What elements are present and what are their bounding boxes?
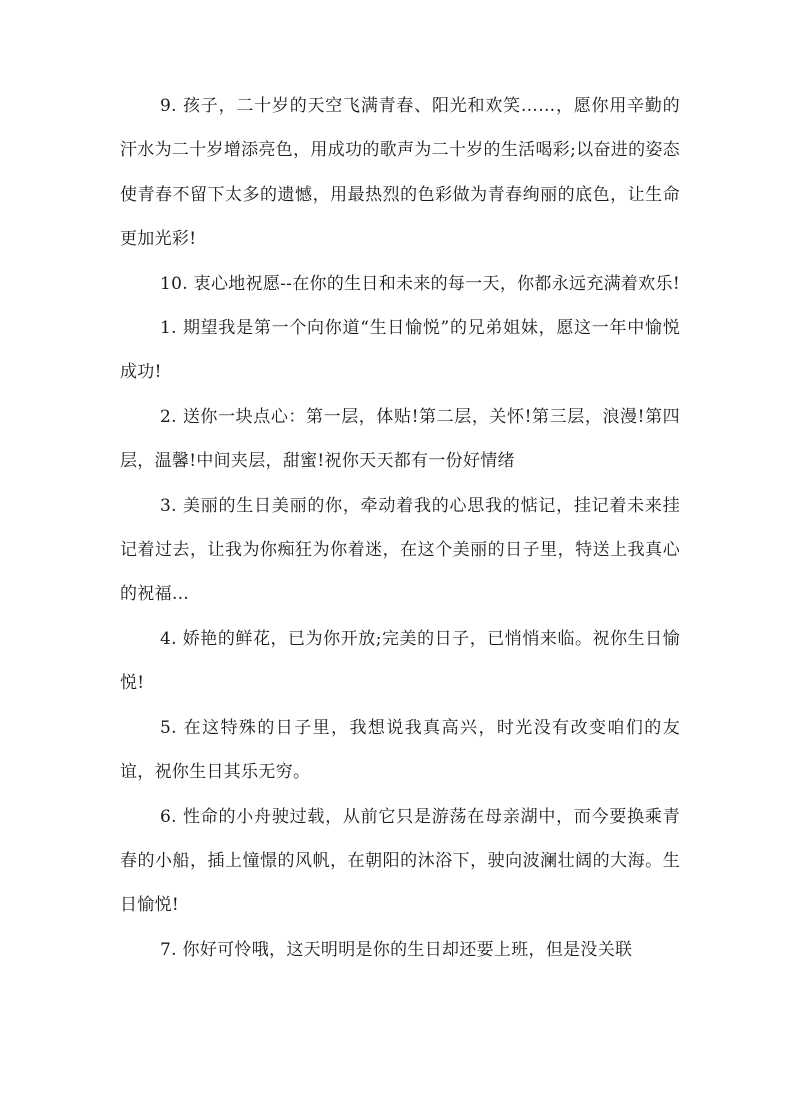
paragraph-1: 1. 期望我是第一个向你道“生日愉悦”的兄弟姐妹，愿这一年中愉悦成功! (120, 318, 680, 383)
document-body (120, 84, 680, 972)
paragraph-10: 10. 衷心地祝愿--在你的生日和未来的每一天，你都永远充满着欢乐! (160, 273, 680, 294)
paragraph-6: 6. 性命的小舟驶过载，从前它只是游荡在母亲湖中，而今要换乘青春的小船，插上憧憬的风帆，在朝阳的沐浴下，驶向波澜壮阔的大海。生日愉悦! (120, 806, 680, 916)
paragraph-9: 9. 孩子，二十岁的天空飞满青春、阳光和欢笑……，愿你用辛勤的汗水为二十岁增添亮色，用成功的歌声为二十岁的生活喝彩;以奋进的姿态使青春不留下太多的遗憾，用最热烈的色彩做为青春绚丽的底色，让生命更加光彩! (120, 96, 680, 250)
paragraph-2: 2. 送你一块点心：第一层，体贴!第二层，关怀!第三层，浪漫!第四层，温馨!中间夹层，甜蜜!祝你天天都有一份好情绪 (120, 406, 680, 472)
paragraph-5: 5. 在这特殊的日子里，我想说我真高兴，时光没有改变咱们的友谊，祝你生日其乐无穷。 (120, 717, 680, 783)
paragraph-3: 3. 美丽的生日美丽的你，牵动着我的心思我的惦记，挂记着未来挂记着过去，让我为你痴狂为你着迷，在这个美丽的日子里，特送上我真心的祝福… (120, 495, 680, 605)
paragraph-4: 4. 娇艳的鲜花，已为你开放;完美的日子，已悄悄来临。祝你生日愉悦! (120, 628, 680, 694)
paragraph-7: 7. 你好可怜哦，这天明明是你的生日却还要上班，但是没关联 (160, 939, 633, 960)
